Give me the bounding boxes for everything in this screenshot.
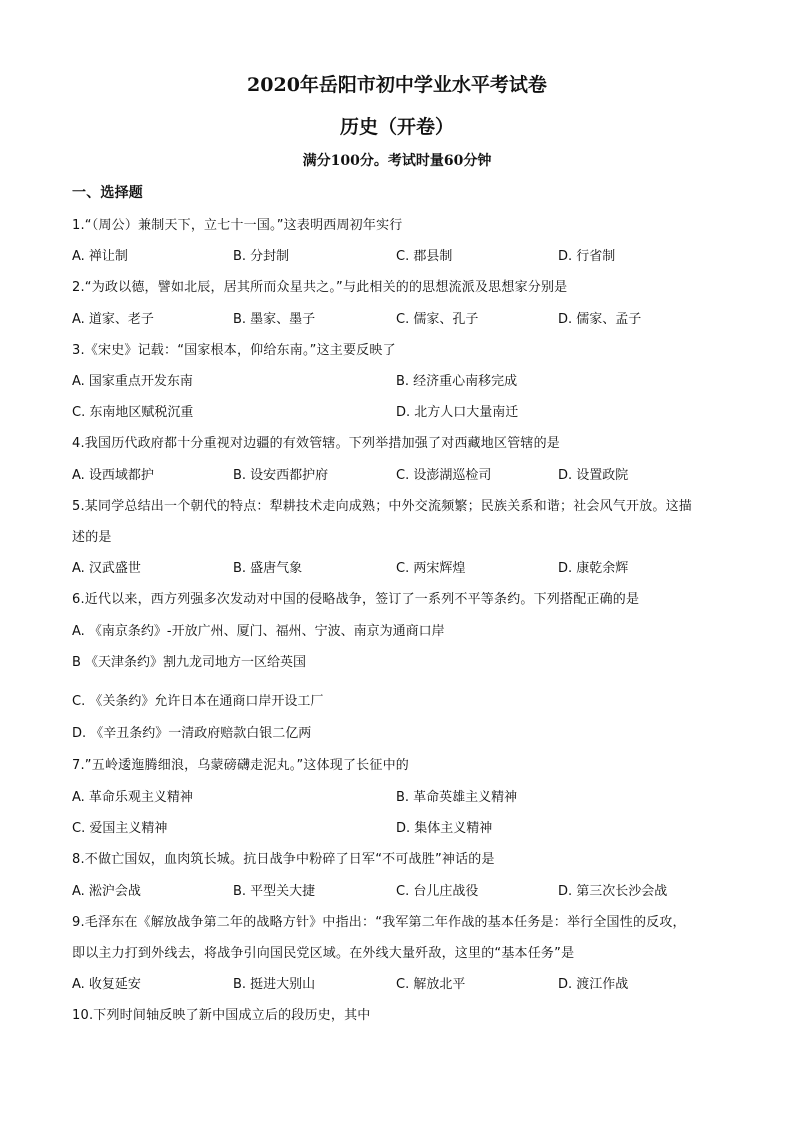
question-5-stem-continued: 述的是 <box>72 530 112 545</box>
question-6-option-b: B 《天津条约》割九龙司地方一区给英国 <box>72 655 307 670</box>
question-5-stem: 5.某同学总结出一个朝代的特点：犁耕技术走向成熟；中外交流频繁；民族关系和谐；社会风气开放。这描 <box>72 499 693 514</box>
question-9-stem-continued: 即以主力打到外线去，将战争引向国民党区域。在外线大量歼敌，这里的“基本任务”是 <box>72 946 575 961</box>
question-6-option-a: A. 《南京条约》-开放广州、厦门、福州、宁波、南京为通商口岸 <box>72 624 445 639</box>
question-4-option-b: B. 设安西都护府 <box>233 468 329 483</box>
question-3-option-d: D. 北方人口大量南迁 <box>396 405 519 420</box>
question-9-option-a: A. 收复延安 <box>72 977 141 992</box>
exam-subject: 历史（开卷） <box>339 116 454 138</box>
question-9-option-b: B. 挺进大别山 <box>233 977 316 992</box>
question-7-option-a: A. 革命乐观主义精神 <box>72 790 193 805</box>
question-7-option-b: B. 革命英雄主义精神 <box>396 790 518 805</box>
question-6-stem: 6.近代以来，西方列强多次发动对中国的侵略战争，签订了一系列不平等条约。下列搭配正确的是 <box>72 592 640 607</box>
section-heading: 一、选择题 <box>72 185 143 201</box>
question-2-stem: 2.“为政以德，譬如北辰，居其所而众星共之。”与此相关的的思想流派及思想家分别是 <box>72 280 568 295</box>
question-2-option-b: B. 墨家、墨子 <box>233 312 316 327</box>
question-1-option-d: D. 行省制 <box>558 249 616 264</box>
exam-title: 2020年岳阳市初中学业水平考试卷 <box>247 74 547 96</box>
question-8-option-b: B. 平型关大捷 <box>233 884 316 899</box>
question-6-option-c: C. 《关条约》允许日本在通商口岸开设工厂 <box>72 694 324 709</box>
question-8-option-d: D. 第三次长沙会战 <box>558 884 668 899</box>
question-4-option-d: D. 设置政院 <box>558 468 629 483</box>
question-3-option-a: A. 国家重点开发东南 <box>72 374 193 389</box>
question-9-option-d: D. 渡江作战 <box>558 977 629 992</box>
question-1-option-c: C. 郡县制 <box>396 249 453 264</box>
question-5-option-b: B. 盛唐气象 <box>233 561 303 576</box>
question-10-stem: 10.下列时间轴反映了新中国成立后的段历史，其中 <box>72 1008 371 1023</box>
question-7-option-c: C. 爱国主义精神 <box>72 821 168 836</box>
question-8-option-c: C. 台儿庄战役 <box>396 884 479 899</box>
question-1-stem: 1.“（周公）兼制天下，立七十一国。”这表明西周初年实行 <box>72 218 403 233</box>
question-1-option-b: B. 分封制 <box>233 249 290 264</box>
question-8-option-a: A. 淞沪会战 <box>72 884 141 899</box>
question-2-option-a: A. 道家、老子 <box>72 312 154 327</box>
question-8-stem: 8.不做亡国奴，血肉筑长城。抗日战争中粉碎了日军“不可战胜”神话的是 <box>72 852 495 867</box>
question-5-option-c: C. 两宋辉煌 <box>396 561 466 576</box>
question-4-stem: 4.我国历代政府都十分重视对边疆的有效管辖。下列举措加强了对西藏地区管辖的是 <box>72 436 561 451</box>
question-2-option-c: C. 儒家、孔子 <box>396 312 479 327</box>
question-9-option-c: C. 解放北平 <box>396 977 466 992</box>
question-3-stem: 3.《宋史》记载：“国家根本，仰给东南。”这主要反映了 <box>72 343 396 358</box>
question-7-option-d: D. 集体主义精神 <box>396 821 493 836</box>
question-5-option-d: D. 康乾余辉 <box>558 561 629 576</box>
question-9-stem: 9.毛泽东在《解放战争第二年的战略方针》中指出：“我军第二年作战的基本任务是：举行全国性的反攻， <box>72 915 686 930</box>
question-5-option-a: A. 汉武盛世 <box>72 561 141 576</box>
question-6-option-d: D. 《辛丑条约》一清政府赔款白银二亿两 <box>72 726 312 741</box>
question-2-option-d: D. 儒家、孟子 <box>558 312 642 327</box>
question-4-option-c: C. 设澎湖巡检司 <box>396 468 492 483</box>
question-7-stem: 7.”五岭逶迤腾细浪，乌蒙磅礴走泥丸。”这体现了长征中的 <box>72 758 409 773</box>
exam-meta: 满分100分。考试时量60分钟 <box>302 153 492 169</box>
question-3-option-c: C. 东南地区赋税沉重 <box>72 405 194 420</box>
question-1-option-a: A. 禅让制 <box>72 249 128 264</box>
question-3-option-b: B. 经济重心南移完成 <box>396 374 518 389</box>
question-4-option-a: A. 设西域都护 <box>72 468 154 483</box>
